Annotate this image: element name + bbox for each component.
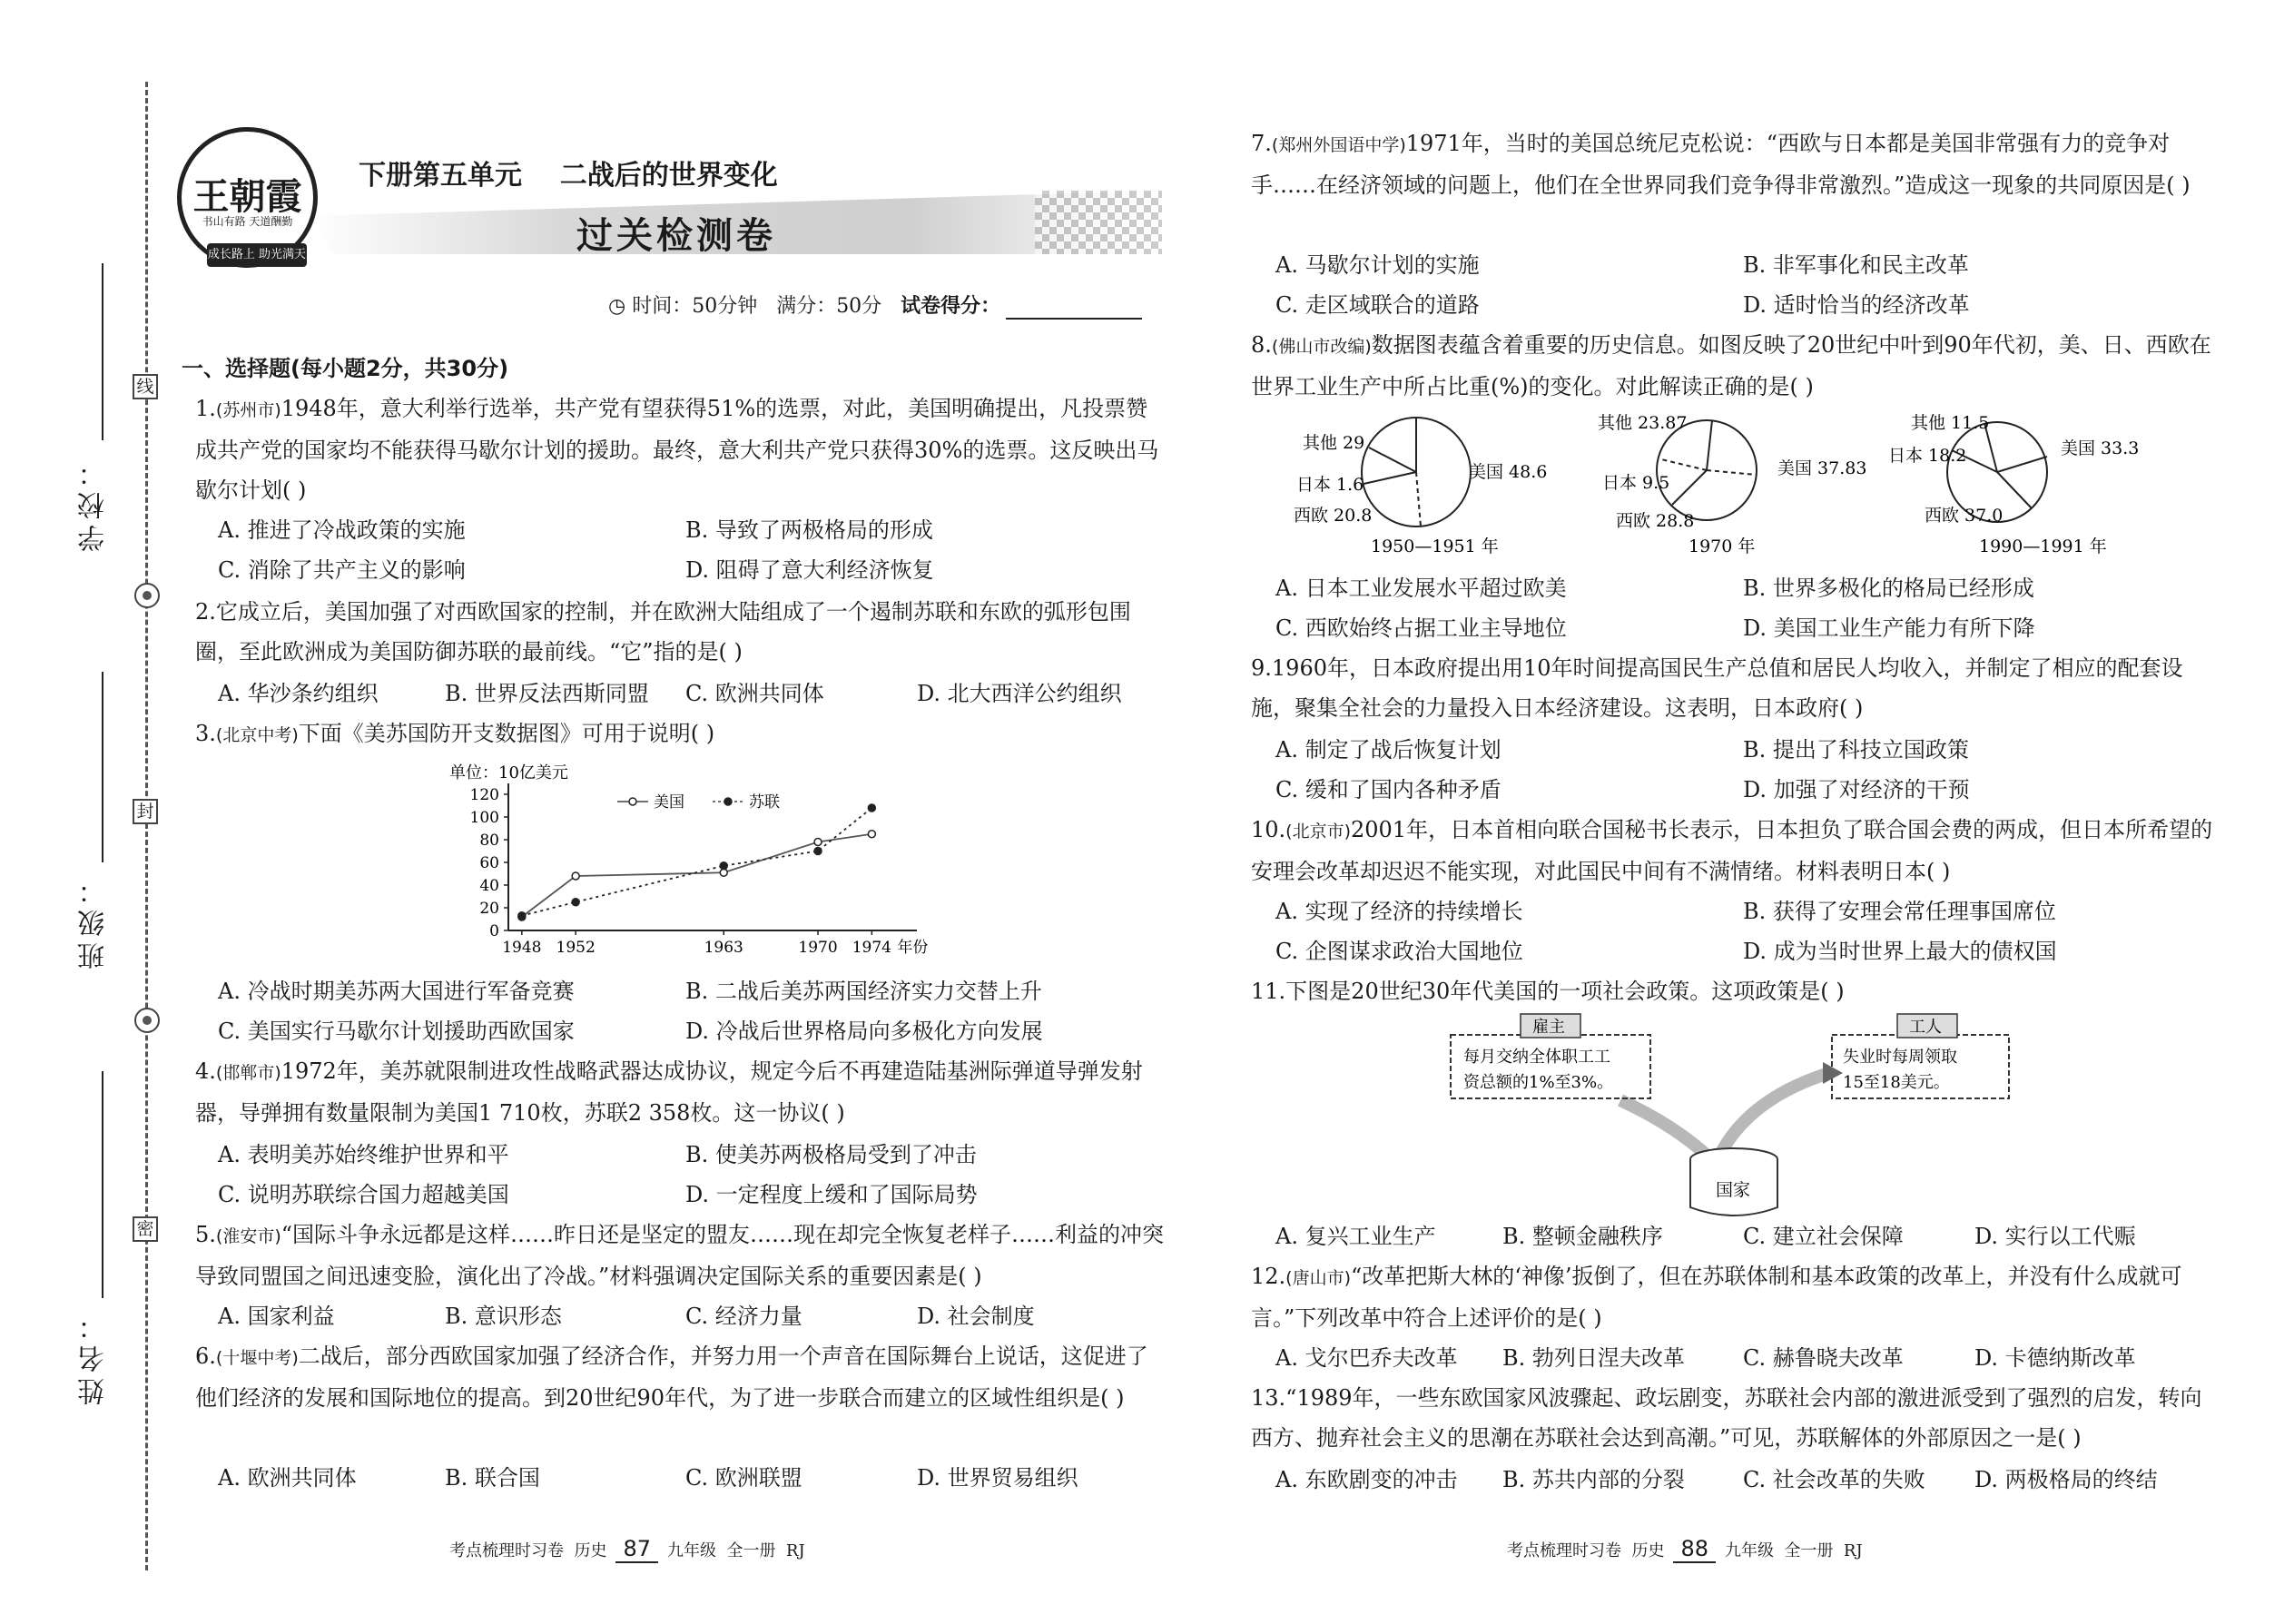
x-tick-label: 1970 [798,939,838,957]
binding-margin [0,0,172,1624]
q4-options-row1 [218,1137,977,1168]
q1-option-d[interactable]: D. 阻碍了意大利经济恢复 [685,557,934,583]
q8-options-row1 [1275,570,2034,602]
exam-meta [608,290,1142,320]
pie-1990 [1888,413,2139,556]
q13-option-d[interactable]: D. 两极格局的终结 [1974,1467,2158,1492]
q5-option-b[interactable]: B. 意识形态 [445,1304,562,1329]
worker-text-1: 失业时每周领取 [1843,1048,1957,1067]
q12-options [1275,1340,2136,1372]
q12-option-a[interactable]: A. 戈尔巴乔夫改革 [1275,1345,1458,1371]
question-13: 13.“1989年，一些东欧国家风波骤起、政坛剧变，苏联社会内部的激进派受到了强烈的启发，转向西方、抛弃社会主义的思潮在苏联社会达到高潮。”可见，苏联解体的外部原因之一是( ) [1251,1385,2202,1451]
legend-label-1: 苏联 [749,793,780,812]
q3-option-b[interactable]: B. 二战后美苏两国经济实力交替上升 [685,979,1042,1004]
q10-option-a[interactable]: A. 实现了经济的持续增长 [1275,899,1523,924]
q8-option-b[interactable]: B. 世界多极化的格局已经形成 [1743,576,2034,601]
employer-text-2: 资总额的1%至3%。 [1463,1073,1614,1092]
q9-option-c[interactable]: C. 缓和了国内各种矛盾 [1275,777,1501,802]
seal-char-secret: 密 [133,1216,158,1242]
worker-tag: 工人 [1909,1018,1942,1037]
q11-option-a[interactable]: A. 复兴工业生产 [1275,1224,1436,1249]
q10-options-row2 [1275,933,2057,965]
clock-icon: ◷ [608,295,626,318]
pie2-label-other: 其他 23.87 [1598,413,1688,433]
series-1-point [814,848,822,855]
legend-label-0: 美国 [654,793,684,812]
question-9: 9.1960年，日本政府提出用10年时间提高国民生产总值和居民人均收入，并制定了相应的配套设施，聚集全社会的力量投入日本经济建设。这表明，日本政府( ) [1251,655,2183,721]
q2-option-b[interactable]: B. 世界反法西斯同盟 [445,681,649,706]
q6-option-b[interactable]: B. 联合国 [445,1465,540,1491]
y-tick-label: 0 [489,922,499,940]
y-tick-label: 100 [469,809,499,827]
school-label: 学校： [78,454,110,552]
exam-title: 过关检测卷 [576,215,776,257]
q3-options-row1 [218,973,1042,1005]
series-1-point [720,862,727,870]
q1-options-row2 [218,552,934,584]
worker-text-2: 15至18美元。 [1843,1073,1950,1092]
q2-options [218,675,1122,707]
q13-option-b[interactable]: B. 苏共内部的分裂 [1502,1467,1685,1492]
state-label: 国家 [1716,1180,1751,1200]
pie3-label-other: 其他 11.5 [1911,413,1990,433]
series-1-point [572,899,579,906]
q12-option-c[interactable]: C. 赫鲁晓夫改革 [1743,1345,1904,1371]
pie2-label-japan: 日本 9.5 [1602,473,1670,493]
page-number: 88 [1673,1536,1716,1563]
y-tick-label: 40 [479,877,499,895]
q7-option-a[interactable]: A. 马歇尔计划的实施 [1275,252,1480,278]
q2-option-c[interactable]: C. 欧洲共同体 [685,681,824,706]
q13-option-a[interactable]: A. 东欧剧变的冲击 [1275,1467,1458,1492]
series-1-point [518,912,526,920]
employer-tag: 雇主 [1532,1018,1565,1037]
pie3-label-us: 美国 33.3 [2061,438,2140,458]
seal-char-seal: 封 [133,799,158,824]
series-0-point [814,839,822,846]
x-axis-label: 年份 [897,939,929,957]
footer-left: 考点梳理时习卷 历史 87 九年级 全一册 RJ [449,1536,805,1561]
binding-hole [134,1008,160,1033]
q11-option-b[interactable]: B. 整顿金融秩序 [1502,1224,1663,1249]
q6-option-a[interactable]: A. 欧洲共同体 [218,1465,357,1491]
name-field[interactable] [102,1071,103,1298]
question-1: 1.(苏州市)1948年，意大利举行选举，共产党有望获得51%的选票，对此，美国明确提出，凡投票赞成共产党的国家均不能获得马歇尔计划的援助。最终，意大利共产党只获得30%的选票。这反映出马歇尔计划( ) [195,396,1159,503]
q4-option-a[interactable]: A. 表明美苏始终维护世界和平 [218,1142,509,1167]
q9-options-row2 [1275,772,1970,803]
q12-option-b[interactable]: B. 勃列日涅夫改革 [1502,1345,1685,1371]
legend-marker-1 [724,798,732,805]
q3-option-a[interactable]: A. 冷战时期美苏两大国进行军备竞赛 [218,979,575,1004]
section-title: 一、选择题(每小题2分，共30分) [182,356,509,381]
q3-option-c[interactable]: C. 美国实行马歇尔计划援助西欧国家 [218,1019,575,1044]
pie3-year: 1990—1991 年 [1979,536,2107,556]
q7-option-b[interactable]: B. 非军事化和民主改革 [1743,252,1969,278]
q10-option-b[interactable]: B. 获得了安理会常任理事国席位 [1743,899,2056,924]
q3-options-row2 [218,1013,1043,1045]
q7-option-d[interactable]: D. 适时恰当的经济改革 [1743,292,1970,318]
q5-option-c[interactable]: C. 经济力量 [685,1304,802,1329]
pie1-label-us: 美国 48.6 [1469,462,1548,482]
pie3-label-japan: 日本 18.2 [1888,446,1967,466]
q11-option-d[interactable]: D. 实行以工代赈 [1974,1224,2136,1249]
pie-1950 [1294,418,1547,556]
legend-marker-0 [629,798,636,805]
binding-hole [134,583,160,608]
question-11: 11.下图是20世纪30年代美国的一项社会政策。这项政策是( ) [1251,979,1845,1004]
y-tick-label: 80 [479,832,499,850]
q7-options-row2 [1275,287,1970,319]
employer-text-1: 每月交纳全体职工工 [1463,1048,1610,1067]
q11-option-c[interactable]: C. 建立社会保障 [1743,1224,1904,1249]
pie2-year: 1970 年 [1689,536,1756,556]
cut-line [145,82,148,1570]
banner-pattern [1035,191,1162,254]
q5-option-a[interactable]: A. 国家利益 [218,1304,335,1329]
q8-option-a[interactable]: A. 日本工业发展水平超过欧美 [1275,576,1567,601]
name-label: 姓名： [78,1307,110,1405]
page-number: 87 [615,1536,658,1563]
q6-options [218,1460,1078,1491]
x-tick-label: 1952 [556,939,596,957]
q6-option-d[interactable]: D. 世界贸易组织 [917,1465,1078,1491]
q7-options-row1 [1275,247,1969,279]
x-tick-label: 1974 [852,939,891,957]
q9-option-a[interactable]: A. 制定了战后恢复计划 [1275,737,1501,763]
question-7: 7.(郑州外国语中学)1971年，当时的美国总统尼克松说：“西欧与日本都是美国非常强有力的竞争对手……在经济领域的问题上，他们在全世界同我们竞争得非常激烈。”造成这一现象的共同原因是( ) [1251,131,2191,198]
q9-options-row1 [1275,732,1969,763]
x-tick-label: 1948 [502,939,542,957]
q2-option-d[interactable]: D. 北大西洋公约组织 [917,681,1122,706]
time-limit: 时间：50分钟 [632,295,758,318]
q4-option-b[interactable]: B. 使美苏两极格局受到了冲击 [685,1142,977,1167]
pie1-label-japan: 日本 1.6 [1296,475,1364,495]
y-tick-label: 60 [479,854,499,872]
chart-ylabel: 单位：10亿美元 [449,763,568,782]
q5-option-d[interactable]: D. 社会制度 [917,1304,1035,1329]
q11-options [1275,1218,2136,1250]
question-3: 3.(北京中考)下面《美苏国防开支数据图》可用于说明( ) [195,721,715,746]
q1-options-row1 [218,512,933,544]
industrial-share-pies [1280,407,2224,561]
pie3-label-we: 西欧 37.0 [1925,506,2004,526]
q7-option-c[interactable]: C. 走区域联合的道路 [1275,292,1480,318]
unit-title: 下册第五单元 二战后的世界变化 [359,160,778,192]
q4-option-c[interactable]: C. 说明苏联综合国力超越美国 [218,1182,509,1207]
q5-options [218,1298,1035,1330]
score-field[interactable] [1006,295,1142,320]
q4-option-d[interactable]: D. 一定程度上缓和了国际局势 [685,1182,978,1207]
q10-option-d[interactable]: D. 成为当时世界上最大的债权国 [1743,939,2057,964]
social-security-diagram [1443,1009,2024,1227]
full-score: 满分：50分 [776,295,882,318]
school-field[interactable] [102,263,103,440]
seal-char-line: 线 [133,374,158,399]
question-10: 10.(北京市)2001年，日本首相向联合国秘书长表示，日本担负了联合国会费的两成，但日本所希望的安理会改革却迟迟不能实现，对此国民中间有不满情绪。材料表明日本( ) [1251,817,2213,884]
class-field[interactable] [102,672,103,862]
question-6: 6.(十堰中考)二战后，部分西欧国家加强了经济合作，并努力用一个声音在国际舞台上说话，这促进了他们经济的发展和国际地位的提高。到20世纪90年代，为了进一步联合而建立的区域性组织是( ) [195,1343,1148,1411]
q3-option-d[interactable]: D. 冷战后世界格局向多极化方向发展 [685,1019,1043,1044]
q9-option-d[interactable]: D. 加强了对经济的干预 [1743,777,1970,802]
q10-options-row1 [1275,893,2056,925]
defense-spending-chart [445,758,953,962]
q13-option-c[interactable]: C. 社会改革的失败 [1743,1467,1925,1492]
pie1-label-other: 其他 29 [1303,433,1365,453]
pie1-label-we: 西欧 20.8 [1294,506,1373,526]
logo-band: 成长路上 助光满天 [207,243,307,267]
pie1-year: 1950—1951 年 [1371,536,1499,556]
q8-options-row2 [1275,610,2035,642]
q1-option-b[interactable]: B. 导致了两极格局的形成 [685,517,933,543]
pie-1970 [1598,413,1866,556]
footer-right: 考点梳理时习卷 历史 88 九年级 全一册 RJ [1507,1536,1863,1561]
pie2-label-we: 西欧 28.8 [1616,511,1695,531]
q1-option-a[interactable]: A. 推进了冷战政策的实施 [218,517,466,543]
q4-options-row2 [218,1176,978,1208]
class-label: 班级： [78,871,110,969]
q2-option-a[interactable]: A. 华沙条约组织 [218,681,379,706]
question-4: 4.(邯郸市)1972年，美苏就限制进攻性战略武器达成协议，规定今后不再建造陆基洲际弹道导弹发射器，导弹拥有数量限制为美国1 710枚，苏联2 358枚。这一协议( ) [195,1058,1143,1126]
q12-option-d[interactable]: D. 卡德纳斯改革 [1974,1345,2136,1371]
q10-option-c[interactable]: C. 企图谋求政治大国地位 [1275,939,1523,964]
pie2-label-us: 美国 37.83 [1777,458,1867,478]
y-tick-label: 120 [469,786,499,804]
series-0-point [572,872,579,880]
score-label: 试卷得分： [901,294,1001,318]
q1-option-c[interactable]: C. 消除了共产主义的影响 [218,557,466,583]
question-8: 8.(佛山市改编)数据图表蕴含着重要的历史信息。如图反映了20世纪中叶到90年代初，美、日、西欧在世界工业生产中所占比重(%)的变化。对此解读正确的是( ) [1251,332,2211,399]
question-5: 5.(淮安市)“国际斗争永远都是这样……昨日还是坚定的盟友……现在却完全恢复老样子……利益的冲突导致同盟国之间迅速变脸，演化出了冷战。”材料强调决定国际关系的重要因素是( ) [195,1222,1165,1289]
q13-options [1275,1462,2158,1493]
series-0-point [868,831,875,838]
series-1-point [868,804,875,812]
x-tick-label: 1963 [704,939,743,957]
q9-option-b[interactable]: B. 提出了科技立国政策 [1743,737,1969,763]
y-tick-label: 20 [479,900,499,918]
question-12: 12.(唐山市)“改革把斯大林的‘神像’扳倒了，但在苏联体制和基本政策的改革上，并没有什么成就可言。”下列改革中符合上述评价的是( ) [1251,1264,2182,1331]
q8-option-d[interactable]: D. 美国工业生产能力有所下降 [1743,615,2035,641]
q8-option-c[interactable]: C. 西欧始终占据工业主导地位 [1275,615,1567,641]
brand-logo: 王朝霞 书山有路 天道酬勤 [177,127,318,268]
q6-option-c[interactable]: C. 欧洲联盟 [685,1465,802,1491]
question-2: 2.它成立后，美国加强了对西欧国家的控制，并在欧洲大陆组成了一个遏制苏联和东欧的弧形包围圈，至此欧洲成为美国防御苏联的最前线。“它”指的是( ) [195,599,1131,664]
